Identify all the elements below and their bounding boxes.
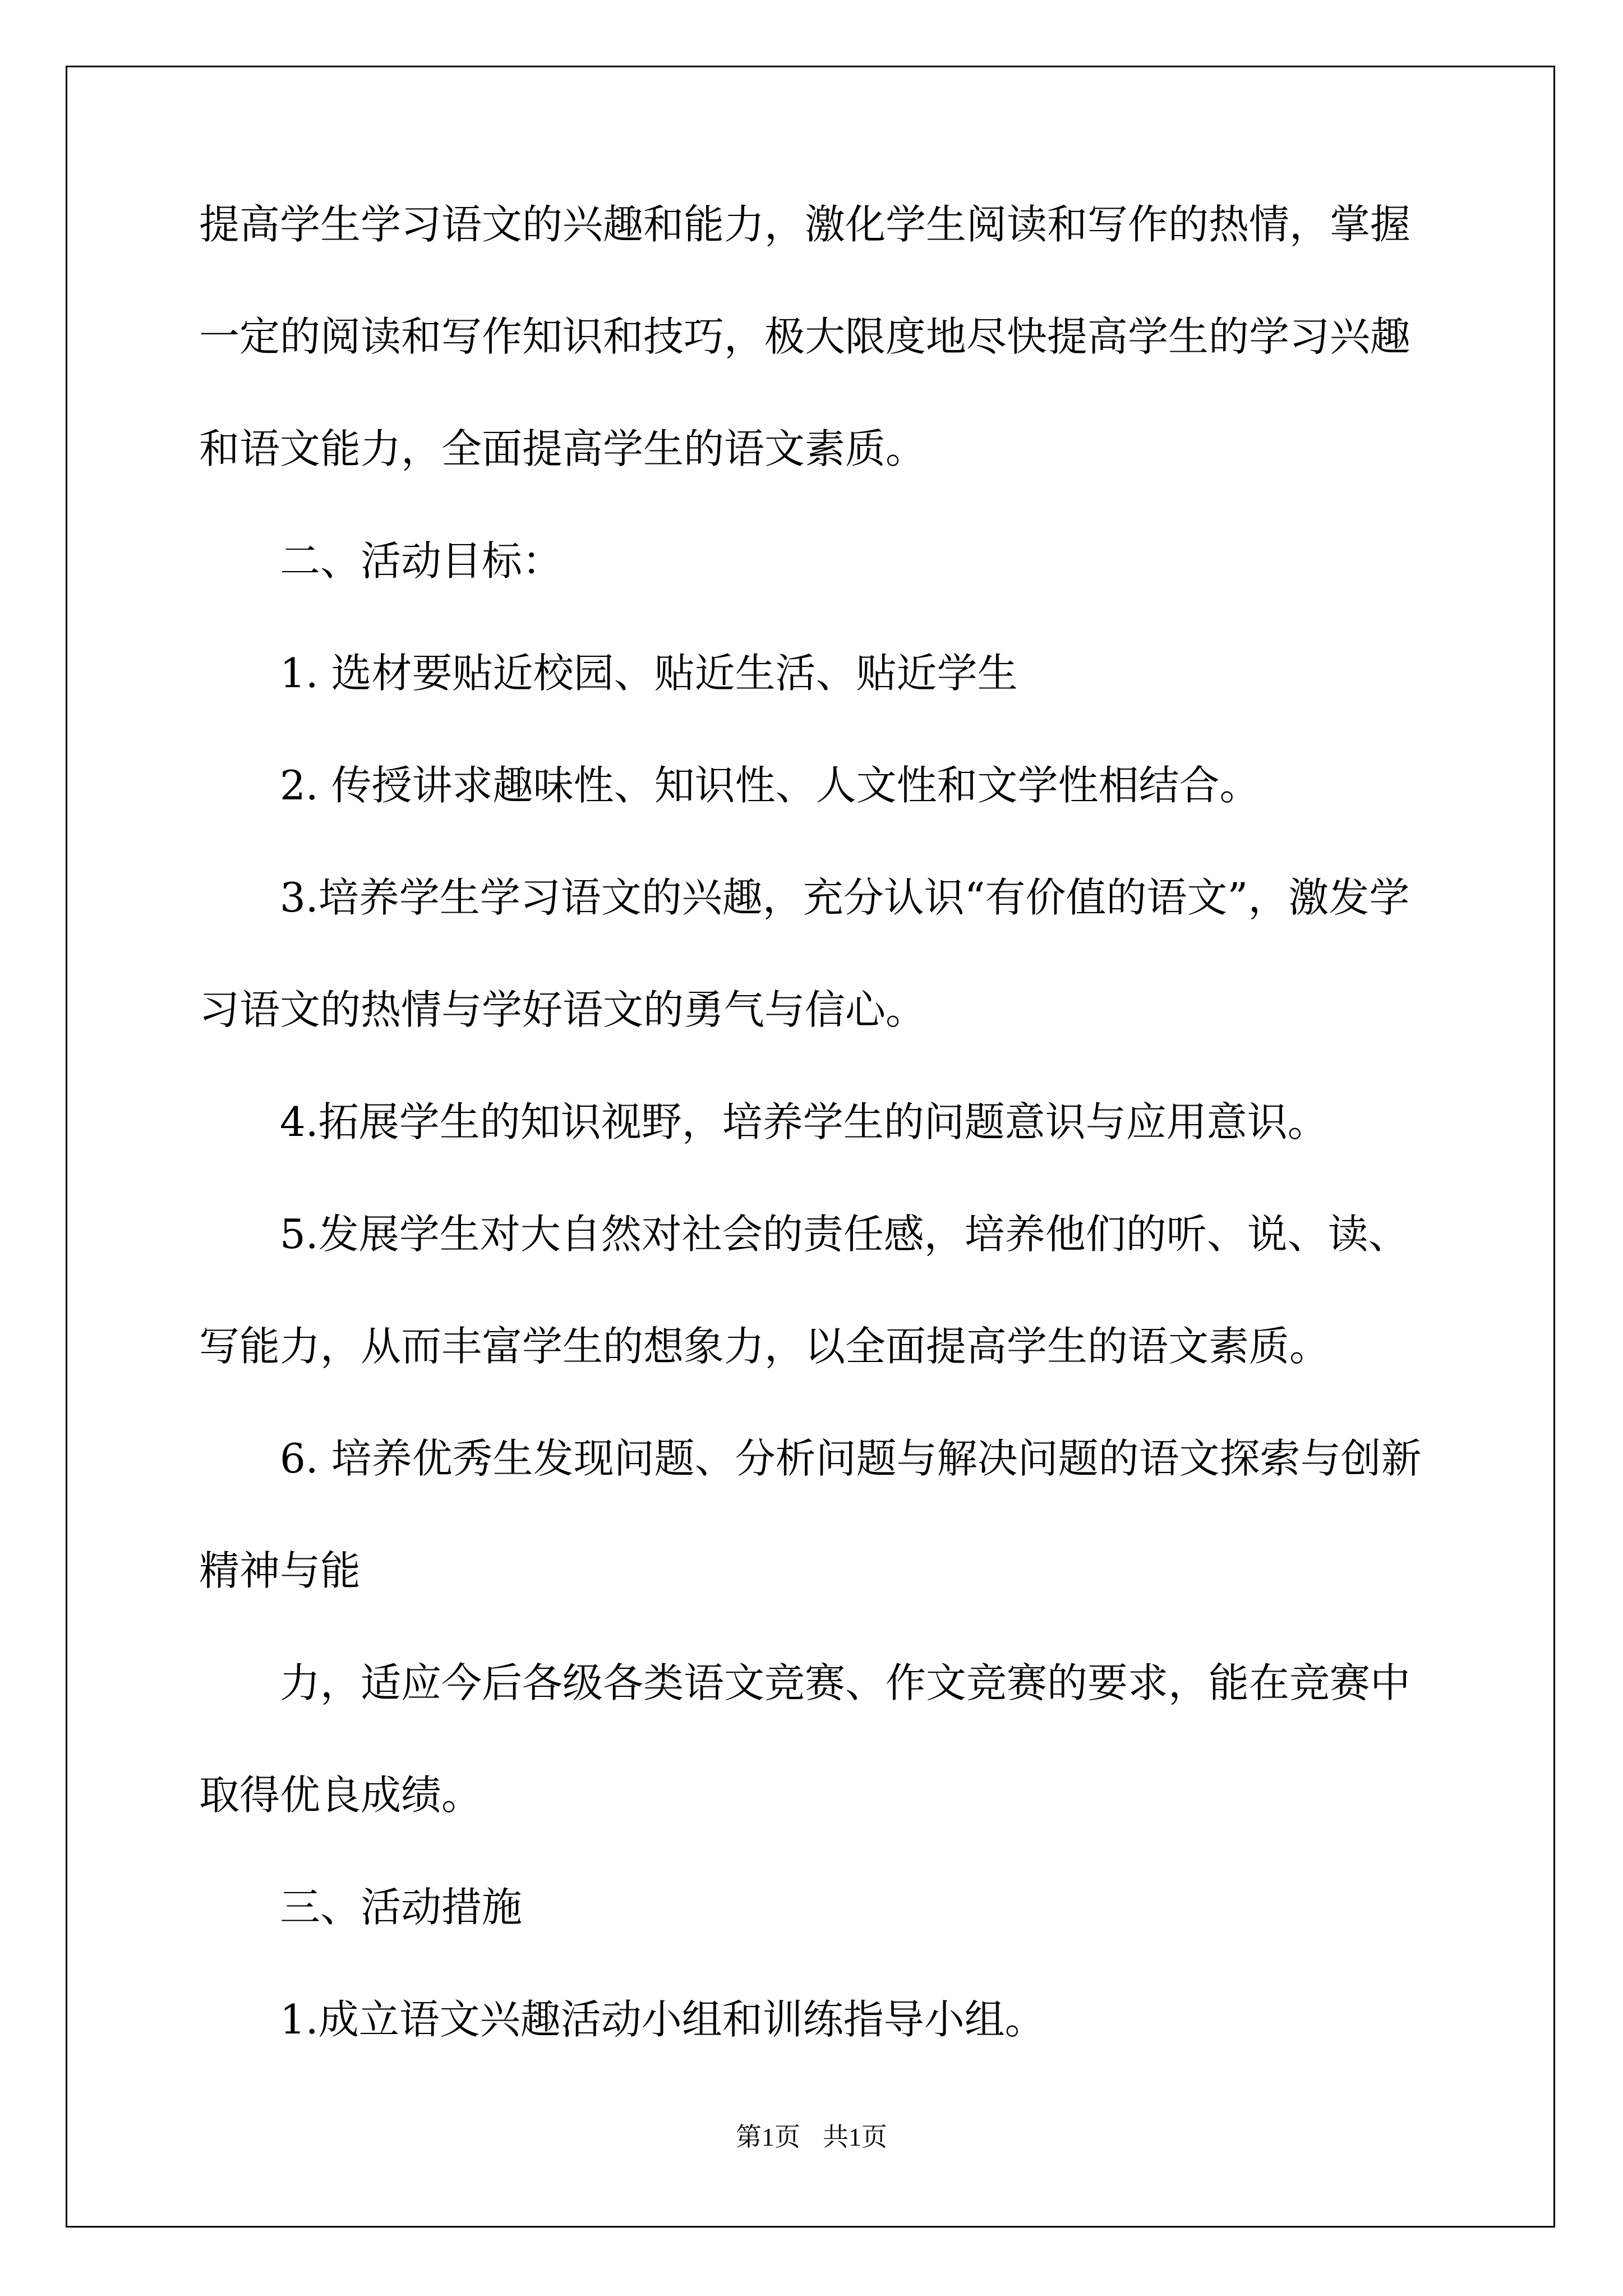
list-item: 1. 选材要贴近校园、贴近生活、贴近学生 xyxy=(280,650,1018,697)
text-line: 提高学生学习语文的兴趣和能力，激化学生阅读和写作的热情，掌握 xyxy=(199,201,1411,248)
text-line: 力，适应今后各级各类语文竞赛、作文竞赛的要求，能在竞赛中 xyxy=(280,1659,1411,1706)
list-item: 5.发展学生对大自然对社会的责任感，培养他们的听、说、读、 xyxy=(280,1211,1409,1258)
list-item: 1.成立语文兴趣活动小组和训练指导小组。 xyxy=(280,1996,1045,2043)
page-number: 第1页 xyxy=(736,2123,800,2151)
page-footer xyxy=(0,2120,1623,2154)
page-total: 共1页 xyxy=(823,2123,887,2151)
text-line: 精神与能 xyxy=(199,1547,361,1594)
list-item: 4.拓展学生的知识视野，培养学生的问题意识与应用意识。 xyxy=(280,1098,1328,1145)
text-line: 取得优良成绩。 xyxy=(199,1772,482,1819)
text-line: 写能力，从而丰富学生的想象力，以全面提高学生的语文素质。 xyxy=(199,1323,1330,1370)
text-line: 一定的阅读和写作知识和技巧，极大限度地尽快提高学生的学习兴趣 xyxy=(199,313,1411,360)
text-line: 习语文的热情与学好语文的勇气与信心。 xyxy=(199,986,926,1033)
section-heading: 三、活动措施 xyxy=(280,1884,523,1931)
list-item: 6. 培养优秀生发现问题、分析问题与解决问题的语文探索与创新 xyxy=(280,1435,1422,1482)
list-item: 3.培养学生学习语文的兴趣，充分认识“有价值的语文”，激发学 xyxy=(280,874,1410,921)
list-item: 2. 传授讲求趣味性、知识性、人文性和文学性相结合。 xyxy=(280,762,1260,809)
section-heading: 二、活动目标： xyxy=(280,537,563,585)
text-line: 和语文能力，全面提高学生的语文素质。 xyxy=(199,425,926,472)
